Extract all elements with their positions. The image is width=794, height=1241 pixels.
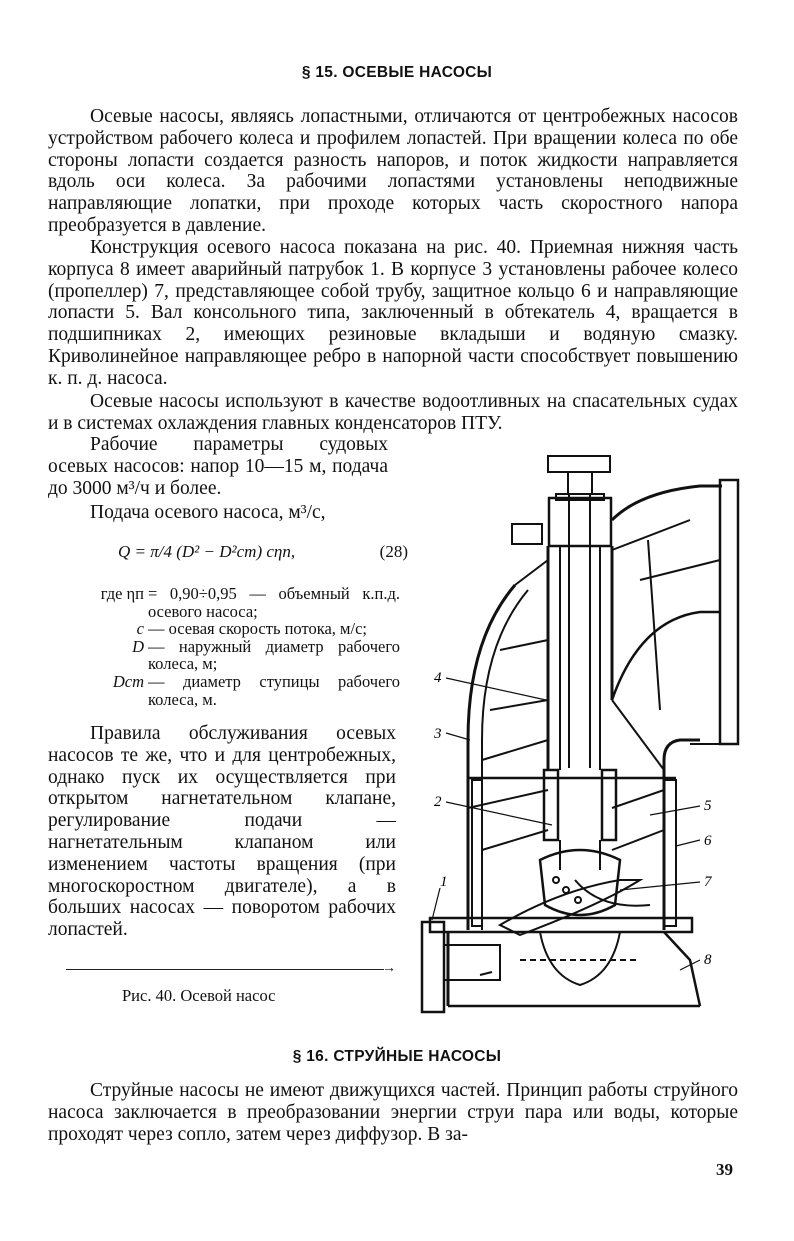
figure-caption: Рис. 40. Осевой насос [122,986,276,1005]
figure-label: 1 [440,874,448,890]
definition-symbol: c [136,619,144,639]
definition-symbol: D [132,636,144,656]
variable-definitions [58,585,400,708]
figure-label: 8 [704,952,712,968]
paragraph-usage: Осевые насосы используют в качестве водоотливных на спасательных судах и в системах охлаждения главных конденсаторов ПТУ. [48,391,738,434]
definition-row [58,673,400,708]
section-15-heading: § 15. ОСЕВЫЕ НАСОСЫ [301,64,493,81]
paragraph-construction: Конструкция осевого насоса показана на рис. 40. Приемная нижняя часть корпуса 8 имеет аварийный патрубок 1. В корпусе 3 установлены рабочее колесо (пропеллер) 7, представляющее собой трубу, защитное кольцо 6 и направляющие лопасти 5. Вал консольного типа, заключенный в обтекатель 4, вращается в подшипниках 2, имеющих резиновые вкладыши и водяную смазку. Криволинейное направляющее ребро в напорной части способствует повышению к. п. д. насоса. [48,237,738,389]
figure-label: 7 [704,874,712,890]
figure-label: 2 [434,794,442,810]
figure-label: 3 [434,726,442,742]
definition-row [58,620,400,638]
definition-row [58,638,400,673]
figure-label: 4 [434,670,442,686]
caption-divider [66,969,384,970]
formula-28 [118,542,408,562]
definition-text: — осевая скорость потока, м/с; [148,619,367,639]
definition-text: = 0,90÷0,95 — объемный к.п.д. осевого насоса; [148,584,400,621]
page-number: 39 [716,1160,733,1179]
section-16-heading: § 16. СТРУЙНЫЕ НАСОСЫ [292,1048,502,1065]
figure-label: 5 [704,798,712,814]
paragraph-intro: Осевые насосы, являясь лопастными, отличаются от центробежных насосов устройством рабочего колеса и профилем лопастей. При вращении колеса по обе стороны лопасти создается разность напоров, и поток жидкости направляется вдоль оси колеса. За рабочими лопастями установлены неподвижные направляющие лопатки, при проходе которых часть скоростного напора преобразуется в давление. [48,106,738,236]
definition-text: — диаметр ступицы рабочего колеса, м. [148,671,400,709]
definition-text: — наружный диаметр рабочего колеса, м; [148,636,400,674]
definition-symbol: Dст [112,671,144,691]
definition-symbol: где ηп [100,584,144,603]
axial-pump-drawing [415,450,750,1015]
formula-text: Q = π/4 (D² − D²ст) cηп, [118,542,296,561]
paragraph-jet-pumps: Струйные насосы не имеют движущихся частей. Принцип работы струйного насоса заключается в преобразовании энергии струи пара или воды, которые проходят через сопло, затем через диффузор. В за- [48,1080,738,1145]
arrow-right-icon: → [382,961,396,976]
figure-label: 6 [704,833,712,849]
formula-number: (28) [379,542,408,561]
definition-row [58,585,400,620]
paragraph-parameters: Рабочие параметры судовых осевых насосов: напор 10—15 м, подача до 3000 м³/ч и более. [48,434,388,499]
paragraph-flow-rate: Подача осевого насоса, м³/с, [90,502,326,523]
paragraph-maintenance: Правила обслуживания осевых насосов те же, что и для центробежных, однако пуск их осуществляется при открытом нагнетательном клапане, регулирование подачи — нагнетательным клапаном или изменением частоты вращения (при многоскоростном двигателе), а в больших насосах — поворотом рабочих лопастей. [48,723,396,941]
